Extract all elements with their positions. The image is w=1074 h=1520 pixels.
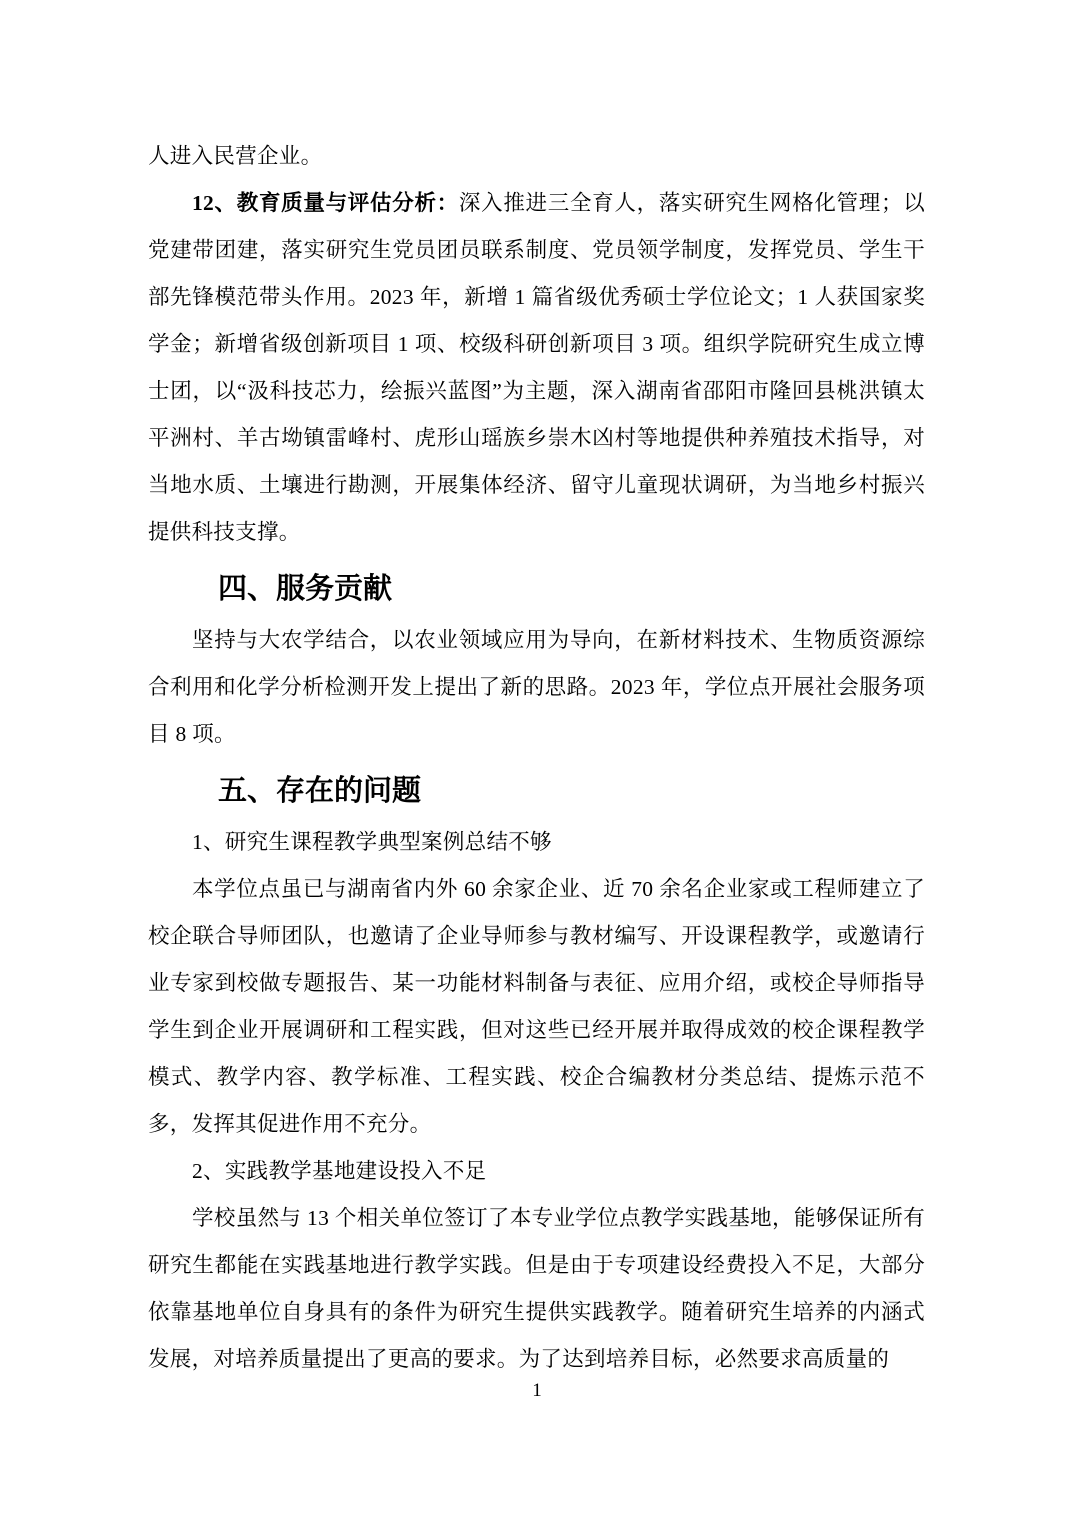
- paragraph-problem-1-title: 1、研究生课程教学典型案例总结不够: [192, 830, 552, 854]
- paragraph-problem-1-detail: 本学位点虽已与湖南省内外 60 余家企业、近 70 余名企业家或工程师建立了校企联合导师团队，也邀请了企业导师参与教材编写、开设课程教学，或邀请行业专家到校做专题报告、某一功能材料制备与表征、应用介绍，或校企导师指导学生到企业开展调研和工程实践，但对这些已经开展并取得成效的校企课程教学模式、教学内容、教学标准、工程实践、校企合编教材分类总结、提炼示范不多，发挥其促进作用不充分。: [148, 877, 925, 1136]
- section-heading-existing-problems: 五、存在的问题: [218, 775, 422, 807]
- paragraph-body-text: 深入推进三全育人，落实研究生网格化管理；以党建带团建，落实研究生党员团员联系制度、党员领学制度，发挥党员、学生干部先锋模范带头作用。2023 年，新增 1 篇省级优秀硕士学位论文；1 人获国家奖学金；新增省级创新项目 1 项、校级科研创新项目 3 项。组织学院研究生成立博士团，以“汲科技芯力，绘振兴蓝图”为主题，深入湖南省邵阳市隆回县桃洪镇太平洲村、羊古坳镇雷峰村、虎形山瑶族乡崇木凶村等地提供种养殖技术指导，对当地水质、土壤进行勘测，开展集体经济、留守儿童现状调研，为当地乡村振兴提供科技支撑。: [148, 191, 925, 544]
- paragraph-service-contribution: 坚持与大农学结合，以农业领域应用为导向，在新材料技术、生物质资源综合利用和化学分析检测开发上提出了新的思路。2023 年，学位点开展社会服务项目 8 项。: [148, 628, 925, 746]
- paragraph-continuation: 人进入民营企业。: [148, 144, 323, 168]
- paragraph-problem-2-title: 2、实践教学基地建设投入不足: [192, 1159, 487, 1183]
- paragraph-problem-2-detail: 学校虽然与 13 个相关单位签订了本专业学位点教学实践基地，能够保证所有研究生都能在实践基地进行教学实践。但是由于专项建设经费投入不足，大部分依靠基地单位自身具有的条件为研究生提供实践教学。随着研究生培养的内涵式发展，对培养质量提出了更高的要求。为了达到培养目标，必然要求高质量的: [148, 1206, 925, 1371]
- paragraph-bold-lead: 12、教育质量与评估分析：: [192, 191, 459, 215]
- page-number: 1: [532, 1380, 542, 1401]
- paragraph-education-quality-analysis: [148, 180, 925, 556]
- section-heading-service-contribution: 四、服务贡献: [218, 573, 393, 605]
